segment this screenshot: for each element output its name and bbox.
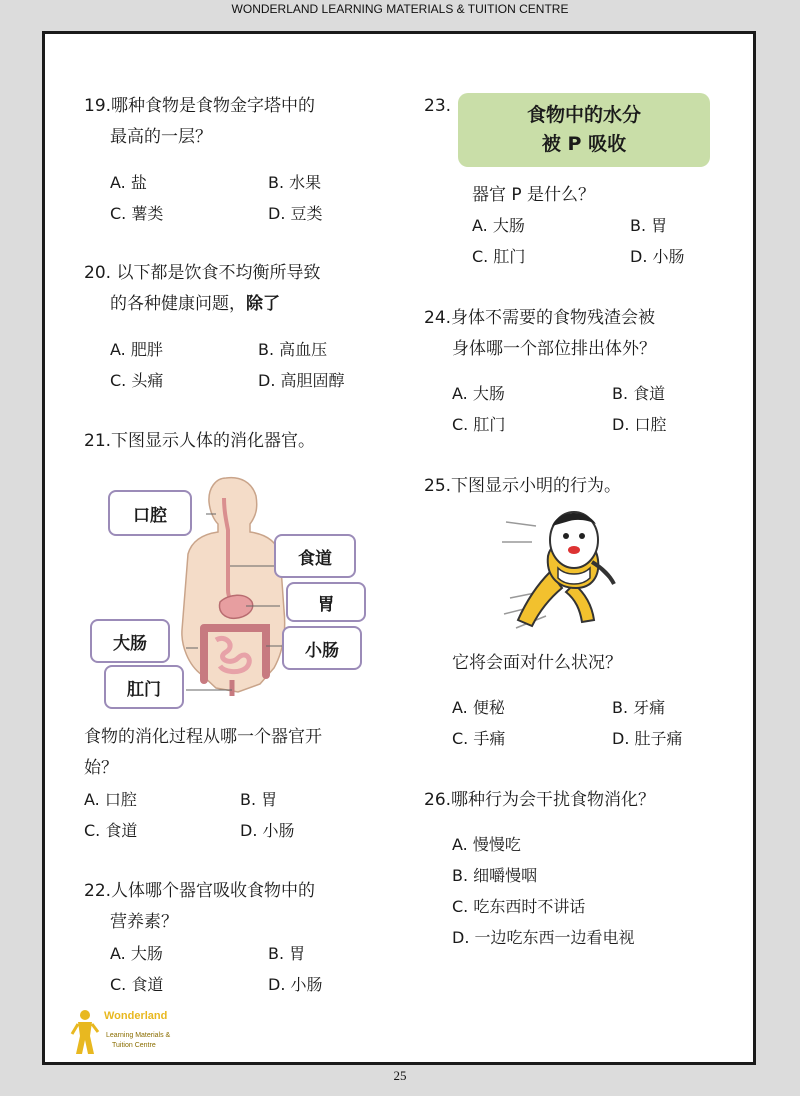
- label-large-intestine: 大肠: [90, 619, 170, 663]
- q20-question: [84, 258, 320, 320]
- q25-followup: 它将会面对什么状况？: [452, 653, 622, 673]
- q24-text-line2: 身体哪一个部位排出体外？: [452, 339, 656, 359]
- q26-option-b[interactable]: B. 细嚼慢咽: [452, 866, 538, 885]
- q22-option-d[interactable]: D. 小肠: [268, 975, 323, 994]
- q23-callout-line1: 食物中的水分: [526, 104, 641, 126]
- logo-name: Wonderland: [104, 1010, 168, 1022]
- q22-option-c[interactable]: C. 食道: [110, 975, 164, 994]
- q24-question: [424, 303, 656, 365]
- q26-text: 哪种行为会干扰食物消化？: [451, 790, 656, 810]
- q26-number: 26.: [424, 790, 452, 810]
- q23-option-a[interactable]: A. 大肠: [472, 216, 525, 235]
- q24-option-d[interactable]: D. 口腔: [612, 415, 667, 434]
- digestive-system-diagram: [176, 470, 296, 700]
- q25-number: 25.: [424, 476, 452, 496]
- q21-option-a[interactable]: A. 口腔: [84, 790, 137, 809]
- q24-option-a[interactable]: A. 大肠: [452, 384, 505, 403]
- q19-number: 19.: [84, 96, 112, 116]
- q20-text-line2: 的各种健康问题，: [110, 294, 246, 314]
- q25-option-b[interactable]: B. 牙痛: [612, 698, 666, 717]
- q22-text-line2: 营养素？: [110, 912, 178, 932]
- label-anus: 肛门: [104, 665, 184, 709]
- q25-option-c[interactable]: C. 手痛: [452, 729, 506, 748]
- q23-option-d[interactable]: D. 小肠: [630, 247, 685, 266]
- q26-option-a[interactable]: A. 慢慢吃: [452, 835, 521, 854]
- q20-emphasis: 除了: [246, 294, 280, 314]
- label-stomach: 胃: [286, 582, 366, 622]
- q22-option-b[interactable]: B. 胃: [268, 944, 306, 963]
- q24-text-line1: 身体不需要的食物残渣会被: [451, 308, 656, 328]
- q24-option-c[interactable]: C. 肛门: [452, 415, 506, 434]
- q19-option-a[interactable]: A. 盐: [110, 173, 147, 192]
- q24-option-b[interactable]: B. 食道: [612, 384, 666, 403]
- q20-text-line1: 以下都是饮食不均衡所导致: [111, 263, 321, 283]
- q23-callout-line2: 被 P 吸收: [541, 133, 627, 155]
- q21-followup-line2: 始？: [84, 758, 118, 778]
- q20-option-b[interactable]: B. 高血压: [258, 340, 328, 359]
- q21-number: 21.: [84, 431, 112, 451]
- q19-option-d[interactable]: D. 豆类: [268, 204, 323, 223]
- q23-option-c[interactable]: C. 肛门: [472, 247, 526, 266]
- q25-question: [424, 471, 621, 502]
- q19-question: [84, 91, 315, 153]
- q20-number: 20.: [84, 263, 112, 283]
- q23-number: 23.: [424, 96, 452, 116]
- q21-option-d[interactable]: D. 小肠: [240, 821, 295, 840]
- q19-option-b[interactable]: B. 水果: [268, 173, 322, 192]
- q26-option-d[interactable]: D. 一边吃东西一边看电视: [452, 928, 635, 947]
- logo-subtitle-1: Learning Materials &: [106, 1032, 171, 1039]
- q23-callout: [458, 93, 710, 167]
- logo-subtitle-2: Tuition Centre: [112, 1042, 156, 1049]
- page-number: 25: [393, 1068, 407, 1083]
- q25-text: 下图显示小明的行为。: [451, 476, 622, 496]
- q21-question: [84, 426, 315, 457]
- q19-text-line2: 最高的一层？: [110, 127, 212, 147]
- q21-option-b[interactable]: B. 胃: [240, 790, 278, 809]
- q21-followup: [84, 722, 322, 784]
- q22-text-line1: 人体哪个器官吸收食物中的: [111, 881, 316, 901]
- q22-question: [84, 876, 315, 938]
- q21-option-c[interactable]: C. 食道: [84, 821, 138, 840]
- q24-number: 24.: [424, 308, 452, 328]
- q20-option-a[interactable]: A. 肥胖: [110, 340, 163, 359]
- q22-option-a[interactable]: A. 大肠: [110, 944, 163, 963]
- q26-question: [424, 785, 655, 816]
- label-esophagus: 食道: [274, 534, 356, 578]
- q25-option-a[interactable]: A. 便秘: [452, 698, 505, 717]
- q23-question: 器官 P 是什么？: [472, 185, 596, 205]
- q21-followup-line1: 食物的消化过程从哪一个器官开: [84, 727, 322, 747]
- q22-number: 22.: [84, 881, 112, 901]
- q23-option-b[interactable]: B. 胃: [630, 216, 668, 235]
- q26-option-c[interactable]: C. 吃东西时不讲话: [452, 897, 586, 916]
- label-mouth: 口腔: [108, 490, 192, 536]
- wonderland-logo-icon: [70, 1008, 100, 1056]
- running-boy-illustration: [496, 502, 620, 636]
- q20-option-d[interactable]: D. 高胆固醇: [258, 371, 345, 390]
- label-small-intestine: 小肠: [282, 626, 362, 670]
- q19-text-line1: 哪种食物是食物金字塔中的: [111, 96, 316, 116]
- q25-option-d[interactable]: D. 肚子痛: [612, 729, 683, 748]
- q20-option-c[interactable]: C. 头痛: [110, 371, 164, 390]
- q21-text: 下图显示人体的消化器官。: [111, 431, 316, 451]
- page-header: WONDERLAND LEARNING MATERIALS & TUITION CENTRE: [231, 2, 569, 16]
- q19-option-c[interactable]: C. 薯类: [110, 204, 164, 223]
